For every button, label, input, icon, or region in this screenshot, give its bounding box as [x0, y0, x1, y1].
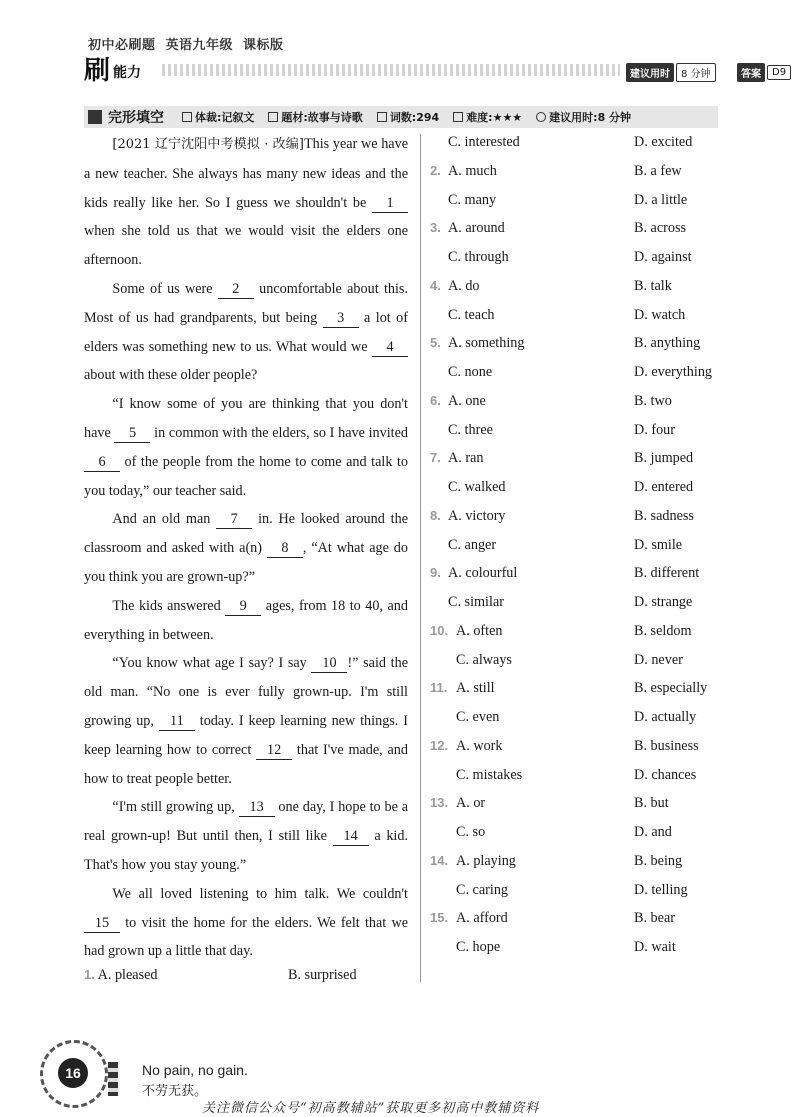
option-left[interactable]: C. many [448, 191, 497, 208]
question-number: 4. [430, 277, 441, 293]
option-left[interactable]: A. victory [448, 507, 506, 524]
option-left[interactable]: C. similar [448, 594, 504, 610]
option-row [430, 161, 497, 181]
option-row [430, 506, 506, 526]
option-left[interactable]: A. playing [456, 852, 516, 869]
option-row [430, 333, 524, 353]
option-right[interactable]: D. actually [634, 709, 697, 725]
chart-icon [453, 112, 463, 122]
option-row [430, 247, 509, 267]
option-right[interactable]: D. excited [634, 134, 693, 150]
meta-word-count: 词数:294 [377, 109, 439, 125]
answer-page-badge [737, 63, 791, 82]
meta-time: 建议用时:8 分钟 [536, 109, 631, 125]
paragraph-5: The kids answered 9 ages, from 18 to 40, and everything in between. [84, 597, 408, 643]
option-right[interactable]: D. entered [634, 479, 694, 495]
blank-14: 14 [333, 827, 369, 846]
option-left[interactable]: A. often [456, 622, 503, 639]
question-1-option-b-row [288, 965, 357, 985]
option-right[interactable]: D. and [634, 824, 672, 840]
question-number: 10. [430, 622, 449, 638]
option-left[interactable]: C. so [456, 824, 486, 840]
option-left[interactable]: C. walked [448, 479, 506, 495]
blank-8: 8 [267, 539, 303, 558]
option-row [430, 477, 506, 497]
option-right[interactable]: D. chances [634, 766, 697, 783]
question-number: 1. [84, 967, 95, 982]
clock-icon [536, 112, 546, 122]
option-right[interactable]: B. especially [634, 680, 708, 697]
book-edition: 课标版 [243, 38, 284, 53]
question-number: 3. [430, 220, 441, 236]
option-right[interactable]: D. watch [634, 306, 686, 323]
footer-note: 关注微信公众号“初高教辅站”获取更多初高中教辅资料 [202, 1101, 540, 1116]
option-right[interactable]: B. jumped [634, 450, 694, 467]
option-row [430, 650, 512, 670]
option-row [430, 765, 522, 785]
option-row [430, 391, 486, 411]
option-left[interactable]: C. anger [448, 536, 497, 553]
option-left[interactable]: C. always [456, 651, 512, 668]
question-number: 6. [430, 392, 441, 408]
rec-time-label: 建议用时 [626, 63, 674, 82]
option-left[interactable]: A. afford [456, 910, 508, 927]
image-icon [268, 112, 278, 122]
blank-4: 4 [372, 338, 408, 357]
paragraph-6: “You know what age I say? I say 10 !” said the old man. “No one is ever fully grown-up. I'm still growing up, 11 today. I keep learning new things. I keep learning how to correct 12 that I've made, and how to treat people better. [84, 655, 408, 787]
option-right[interactable]: D. a little [634, 191, 688, 208]
blank-3: 3 [323, 309, 359, 328]
option-right[interactable]: B. anything [634, 335, 701, 352]
option-left[interactable]: C. through [448, 249, 509, 265]
option-row [430, 190, 496, 210]
question-number: 5. [430, 335, 441, 351]
option-left[interactable]: A. do [448, 277, 480, 294]
option-a[interactable]: A. pleased [97, 967, 158, 983]
option-right[interactable]: B. across [634, 220, 687, 237]
question-number: 2. [430, 162, 441, 178]
option-left[interactable]: C. teach [448, 306, 495, 323]
answer-page: D9 [767, 65, 791, 80]
blank-2: 2 [218, 280, 254, 299]
option-right[interactable]: B. sadness [634, 507, 694, 524]
blank-7: 7 [216, 510, 252, 529]
option-right[interactable]: B. being [634, 852, 683, 869]
question-number: 8. [430, 507, 441, 523]
option-b[interactable]: B. surprised [288, 967, 357, 983]
page-number: 16 [58, 1058, 88, 1088]
option-left[interactable]: A. around [448, 220, 505, 237]
option-right[interactable]: D. smile [634, 536, 683, 553]
blank-10: 10 [311, 654, 347, 673]
option-row [430, 822, 485, 842]
option-left[interactable]: A. one [448, 392, 486, 409]
option-row [430, 362, 492, 382]
option-right[interactable]: D. wait [634, 939, 676, 955]
section-marker-icon [88, 110, 102, 124]
paragraph-2: Some of us were 2 uncomfortable about this. Most of us had grandparents, but being 3 a lot of elders was something new to us. What would we 4 about with these older people? [84, 280, 409, 384]
option-right[interactable]: B. seldom [634, 622, 692, 639]
document-icon [182, 112, 192, 122]
question-1 [84, 965, 158, 985]
option-left[interactable]: C. even [456, 709, 500, 725]
option-row [430, 592, 504, 612]
option-row [430, 535, 496, 555]
meta-genre: 体裁:记叙文 [182, 109, 254, 125]
book-subject: 英语九年级 [165, 38, 234, 53]
book-series: 初中必刷题 [88, 38, 156, 53]
option-row [430, 132, 520, 152]
option-row [430, 276, 480, 296]
option-right[interactable]: B. different [634, 565, 700, 582]
question-number: 13. [430, 795, 449, 811]
answer-label: 答案 [737, 63, 765, 82]
rec-time-value: 8 分钟 [676, 63, 716, 82]
option-row [430, 448, 483, 468]
option-right[interactable]: B. but [634, 795, 669, 812]
option-left[interactable]: C. caring [456, 881, 509, 898]
question-number: 12. [430, 737, 449, 753]
motto-chinese: 不劳无获。 [142, 1084, 208, 1099]
option-left[interactable]: A. work [456, 737, 503, 754]
option-left[interactable]: A. ran [448, 450, 484, 467]
option-right[interactable]: B. bear [634, 910, 675, 927]
blank-1: 1 [372, 194, 408, 213]
question-number: 14. [430, 852, 449, 868]
option-left[interactable]: C. hope [456, 939, 501, 955]
option-right[interactable]: D. telling [634, 881, 688, 898]
option-row [430, 793, 485, 813]
option-left[interactable]: A. something [448, 335, 525, 352]
option-right[interactable]: B. talk [634, 277, 672, 294]
passage-source: [2021 辽宁沈阳中考模拟 · 改编] [112, 137, 304, 152]
question-number: 15. [430, 910, 449, 926]
option-row [430, 621, 503, 641]
paragraph-8: We all loved listening to him talk. We couldn't 15 to visit the home for the elders. We felt that we had grown up a little that day. [84, 885, 408, 960]
lighthouse-icon [108, 1062, 118, 1096]
question-number: 7. [430, 450, 441, 466]
paragraph-1: [2021 辽宁沈阳中考模拟 · 改编]This year we have a new teacher. She always has many new ideas and the kids really like her. So I guess we shouldn't be 1 when she told us that we would visit the elders one afternoon. [84, 136, 408, 269]
blank-13: 13 [239, 798, 275, 817]
option-right[interactable]: B. business [634, 737, 699, 754]
blank-6: 6 [84, 453, 120, 472]
option-row [430, 563, 517, 583]
option-right[interactable]: D. everything [634, 364, 713, 380]
section-title: 完形填空 [108, 110, 164, 126]
option-left[interactable]: A. colourful [448, 565, 518, 582]
option-left[interactable]: C. three [448, 421, 493, 438]
option-right[interactable]: D. four [634, 421, 675, 438]
option-row [430, 736, 503, 756]
blank-15: 15 [84, 914, 120, 933]
blank-5: 5 [114, 424, 150, 443]
blank-12: 12 [256, 741, 292, 760]
brand-logo [84, 54, 141, 84]
option-row [430, 678, 495, 698]
option-left[interactable]: C. interested [448, 134, 520, 150]
recommended-time-badge [626, 63, 716, 82]
paragraph-4: And an old man 7 in. He looked around the classroom and asked with a(n) 8 , “At what age do you think you are grown-up?” [84, 511, 408, 585]
option-row [430, 851, 516, 871]
question-number: 9. [430, 565, 441, 581]
option-left[interactable]: C. none [448, 364, 493, 380]
book-title-line [88, 34, 294, 53]
blank-11: 11 [159, 712, 195, 731]
paragraph-3: “I know some of you are thinking that you don't have 5 in common with the elders, so I have invited 6 of the people from the home to come and talk to you today,” our teacher said. [84, 396, 408, 499]
paragraph-7: “I'm still growing up, 13 one day, I hope to be a real grown-up! But until then, I still like 14 a kid. That's how you stay young.” [84, 799, 409, 873]
option-left[interactable]: A. much [448, 162, 497, 179]
meta-topic: 题材:故事与诗歌 [268, 109, 362, 125]
option-left[interactable]: A. still [456, 680, 495, 697]
option-left[interactable]: C. mistakes [456, 766, 523, 783]
option-right[interactable]: D. strange [634, 594, 693, 610]
option-right[interactable]: B. a few [634, 162, 682, 179]
cloze-passage [84, 130, 408, 966]
pen-icon [377, 112, 387, 122]
meta-difficulty: 难度:★★★ [453, 109, 522, 125]
column-divider [420, 134, 421, 982]
question-number: 11. [430, 680, 448, 696]
option-row [430, 420, 493, 440]
option-row [430, 908, 508, 928]
option-right[interactable]: B. two [634, 392, 672, 409]
motto-english: No pain, no gain. [142, 1062, 248, 1078]
blank-9: 9 [225, 597, 261, 616]
brand-sub: 能力 [113, 65, 142, 81]
option-right[interactable]: D. never [634, 651, 683, 668]
brand-main: 刷 [84, 56, 111, 86]
option-left[interactable]: A. or [456, 795, 486, 812]
option-row [430, 937, 500, 957]
option-right[interactable]: D. against [634, 249, 692, 265]
option-row [430, 707, 499, 727]
option-row [430, 305, 494, 325]
option-row [430, 218, 505, 238]
section-bar [84, 106, 718, 128]
decorative-stripe [162, 64, 620, 76]
option-row [430, 880, 508, 900]
